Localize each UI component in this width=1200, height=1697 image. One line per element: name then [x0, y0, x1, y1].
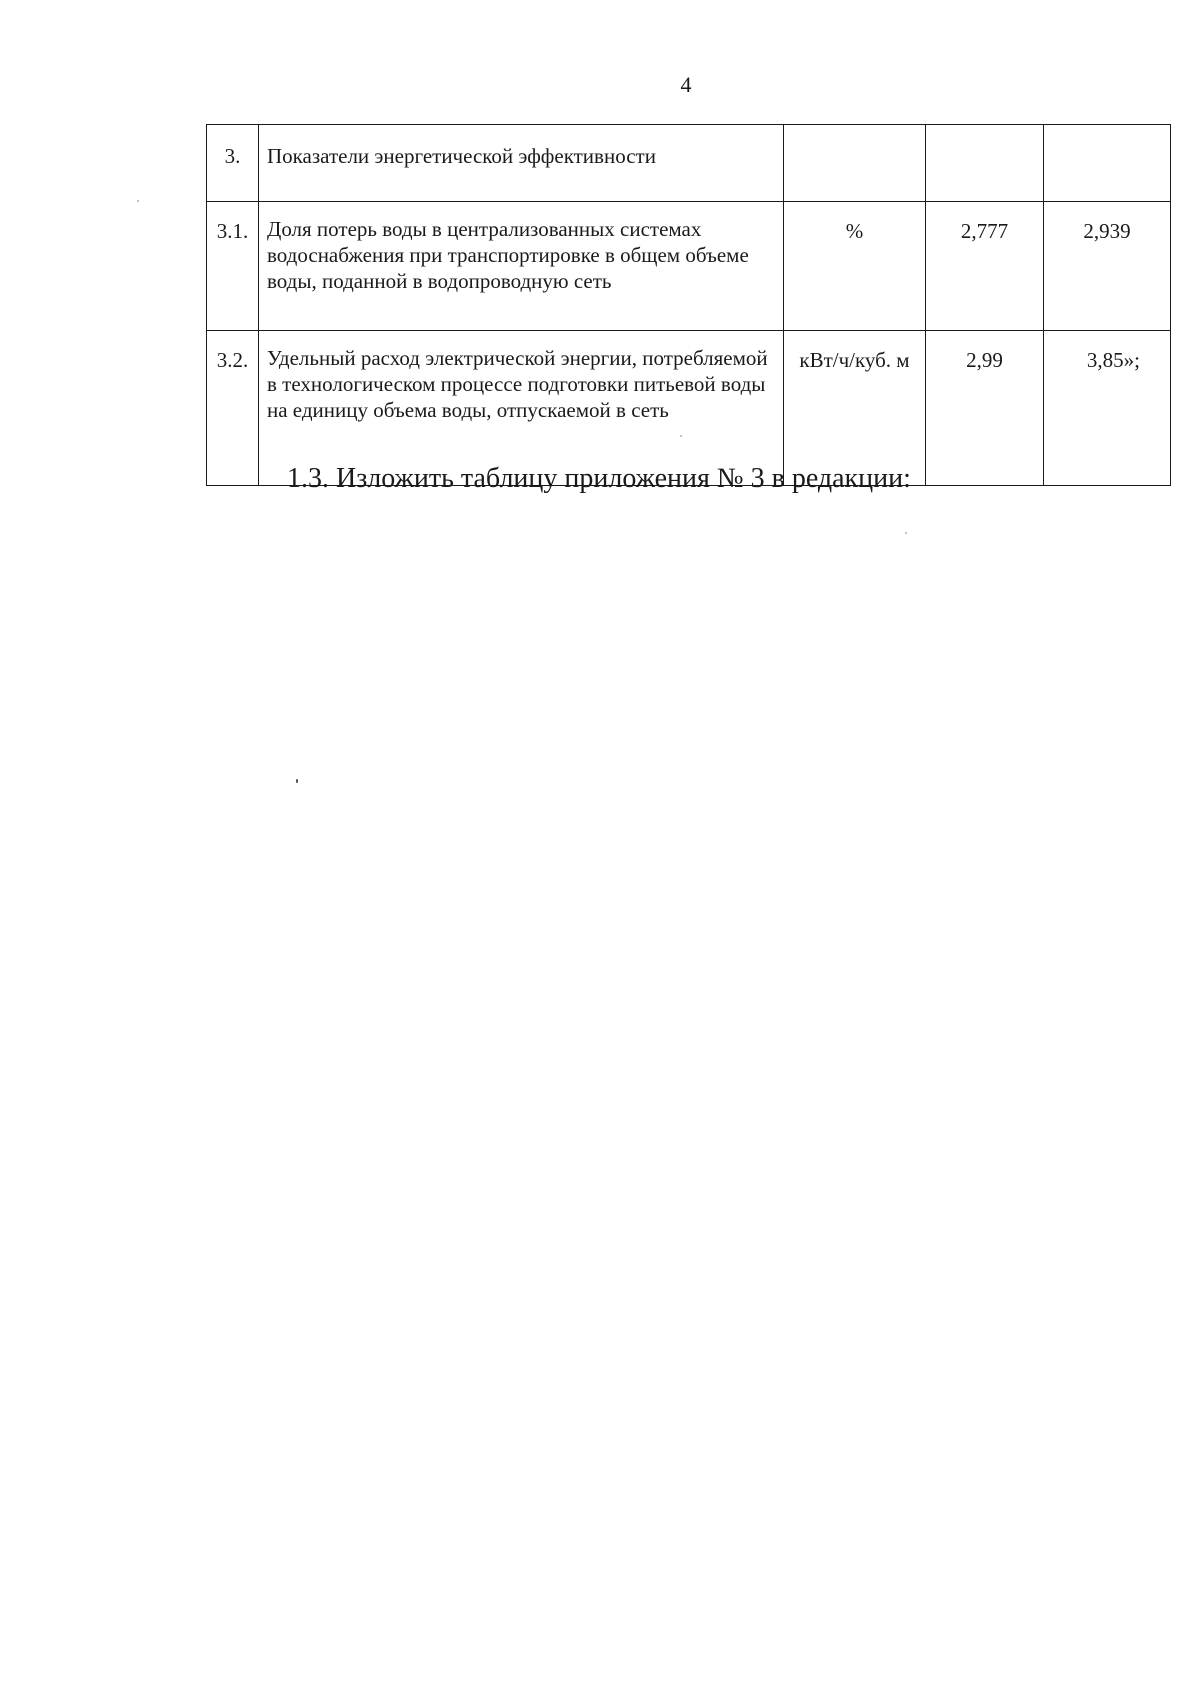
unit-cell [784, 125, 926, 202]
table-row [207, 125, 1171, 202]
value-cell [926, 125, 1044, 202]
row-number: 3. [207, 125, 259, 202]
value-cell: 2,939 [1044, 202, 1171, 331]
row-number: 3.1. [207, 202, 259, 331]
row-number: 3.2. [207, 331, 259, 486]
indicator-name: Доля потерь воды в централизованных системах водоснабжения при транспортировке в общем объеме воды, поданной в водопроводную сеть [259, 202, 784, 331]
indicators-table [206, 124, 1171, 486]
value-cell: 2,99 [926, 331, 1044, 486]
indicator-name: Удельный расход электрической энергии, потребляемой в технологическом процессе подготовки питьевой воды на единицу объема воды, отпускаемой в сеть [259, 331, 784, 486]
unit-cell: кВт/ч/куб. м [784, 331, 926, 486]
scan-speck [680, 435, 682, 437]
instruction-text: 1.3. Изложить таблицу приложения № 3 в редакции: [287, 463, 911, 494]
page-number: 4 [680, 72, 692, 97]
scan-speck [905, 532, 907, 534]
value-cell: 2,777 [926, 202, 1044, 331]
scan-speck [296, 779, 298, 783]
value-cell: 3,85»; [1044, 331, 1171, 486]
scan-speck [137, 200, 139, 202]
indicator-name: Показатели энергетической эффективности [259, 125, 784, 202]
table-row [207, 202, 1171, 331]
unit-cell: % [784, 202, 926, 331]
value-cell [1044, 125, 1171, 202]
